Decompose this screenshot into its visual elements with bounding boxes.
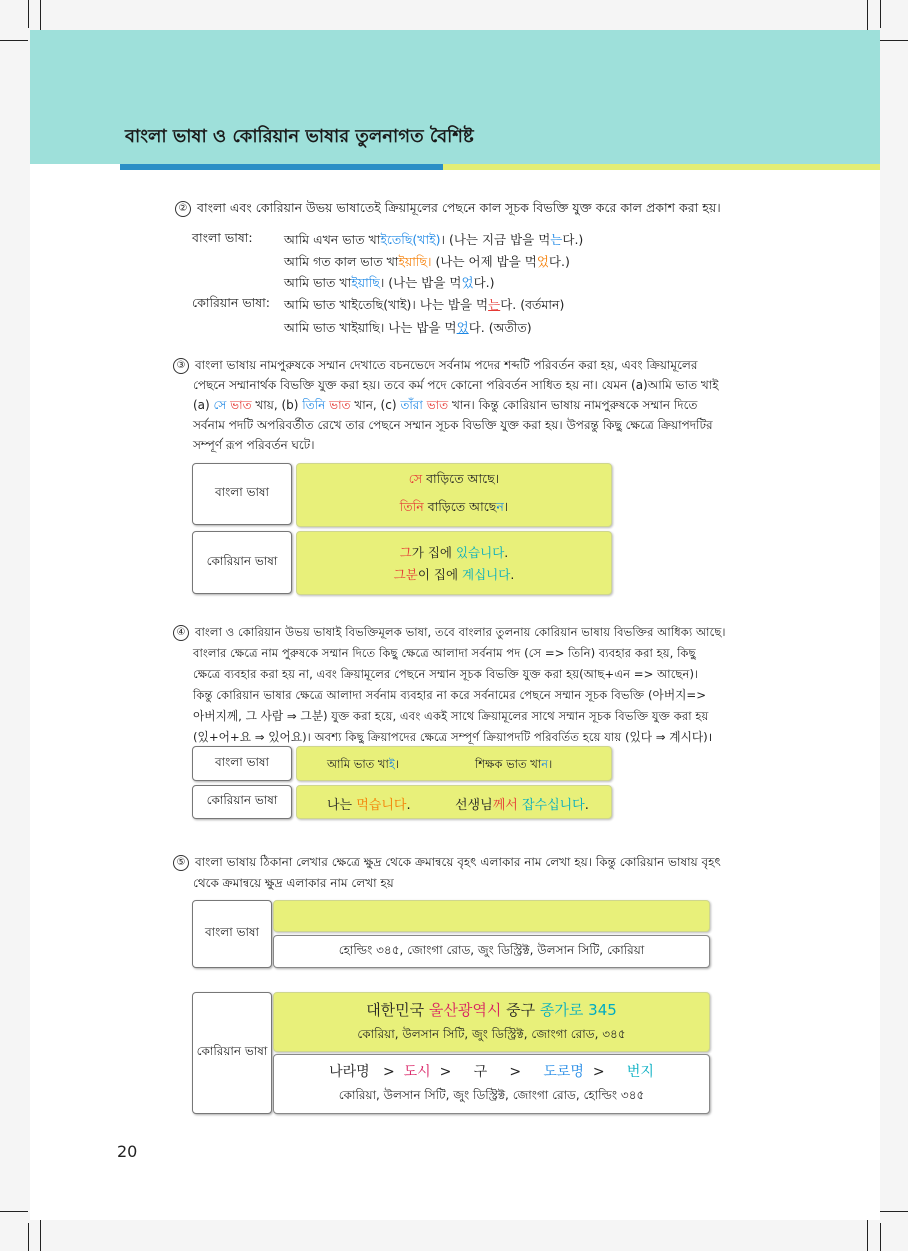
crop-mark [880,40,908,41]
t: । [548,757,553,771]
korean-example-box [296,531,612,595]
suffix: ইতেছি(খাই) [380,232,441,247]
bangla-address-box [273,935,710,968]
bangla-address: হোল্ডিং ৩৪৫, জোংগা রোড, জুং ডিস্ট্রিক্ট, উলসান সিটি, কোরিয়া [338,942,645,957]
section-3-text [173,355,719,455]
example-line [284,273,495,295]
text: আমি ভাত খাইতেছি(খাই)। 나는 밥을 먹 [284,297,489,312]
text: 다. (বর্তমান) [500,297,565,312]
label-box-bangla: বাংলা ভাষা [192,900,272,968]
example-line [327,756,399,775]
pronoun: তাঁরা [400,398,423,412]
number: 번지 [626,1064,654,1080]
text-line: বাংলা ভাষায় নামপুরুষকে সম্মান দেখাতে বচনভেদে সর্বনাম পদের শব্দটি পরিবর্তন করা হয়, এবং ক্রিয়ামূলের [195,358,698,372]
page-title: বাংলা ভাষা ও কোরিয়ান ভাষার তুলনাগত বৈশিষ্ট [125,126,474,147]
label-box-korean: কোরিয়ান ভাষা [192,531,292,594]
suffix: ইয়াছি [351,275,380,290]
t: . [406,798,411,813]
bangla-example-box [296,746,612,781]
crop-mark [880,1223,881,1251]
verb: 있습니다 [455,545,505,560]
city: 도시 [403,1064,431,1080]
bangla-label: বাংলা ভাষা: [192,230,253,245]
text: । (나는 밥을 먹 [379,275,462,290]
t: (a) [193,398,214,412]
suffix: 었 [461,275,474,290]
crop-mark [0,40,28,41]
page-number: 20 [117,1142,138,1161]
object: ভাত [329,398,351,412]
section-number: ④ [173,625,189,641]
text: 다.) [473,275,495,290]
road: 도로명 [543,1064,584,1080]
text: 다.) [562,232,584,247]
t: । [394,757,399,771]
section-4-text [173,622,726,748]
verb: 잡수십니다 [521,798,585,813]
t: খান, (c) [350,398,401,412]
example-line [284,230,583,252]
suffix: ই [388,757,395,771]
text: 다. (অতীত) [468,320,532,335]
text-line: সর্বনাম পদটি অপরিবর্তীত রেখে তার পেছনে সম্মান সূচক বিভক্তি যুক্ত করা হয়। উপরন্তু কিছু ক্ষেত্রে ক্রিয়াপদটির [193,418,713,432]
t: 선생님 [455,798,493,813]
korean-address [366,999,617,1020]
korean-address-translation: কোরিয়া, উলসান সিটি, জুং ডিস্ট্রিক্ট, জোংগা রোড, ৩৪৫ [357,1026,626,1041]
suffix: 는 [550,232,563,247]
crop-mark [28,1223,29,1251]
suffix: 었 [536,254,549,269]
district: 구 [473,1064,488,1080]
crop-mark [28,0,29,28]
suffix: ন [496,499,504,514]
text-line: 아버지께, 그 사람 ⇒ 그분) যুক্ত করা হয়ে, এবং একই সাথে ক্রিয়ামূলের সাথে সম্মান সূচক বিভক্তি যুক্ত করা হয় [193,709,709,723]
t: 이 집에 [417,567,463,582]
pronoun: 그 [399,545,412,560]
section-number: ② [175,201,191,217]
section-5-text [173,852,721,894]
text-line: বাংলা ভাষায় ঠিকানা লেখার ক্ষেত্রে ক্ষুদ্র থেকে ক্রমান্বয়ে বৃহৎ এলাকার নাম লেখা হয়। কিন্তু কোরিয়ান ভাষায় বৃহৎ [195,855,721,869]
text: আমি ভাত খা [284,275,352,290]
label-box-bangla: বাংলা ভাষা [192,463,292,525]
road: 종가로 [539,1000,584,1019]
example-line [475,756,552,775]
t: . [584,798,589,813]
text-line: বাংলার ক্ষেত্রে নাম পুরুষকে সম্মান দিতে কিছু ক্ষেত্রে আলাদা সর্বনাম পদ (সে => তিনি) ব্যবহার করা হয়, কিছু [193,646,696,660]
object: ভাত [230,398,252,412]
text-line: বাংলা ও কোরিয়ান উভয় ভাষাই বিভক্তিমূলক ভাষা, তবে বাংলার তুলনায় কোরিয়ান ভাষায় বিভক্তির আধিক্য আছে। [195,625,726,639]
pronoun: সে [408,471,423,486]
city: 울산광역시 [428,1000,502,1019]
address-order [329,1061,654,1081]
section-2-text: বাংলা এবং কোরিয়ান উভয় ভাষাতেই ক্রিয়ামূলের পেছনে কাল সূচক বিভক্তি যুক্ত করে কাল প্রকাশ করা হয়। [197,200,721,215]
t: 대한민국 [366,1000,429,1019]
text-line: পেছনে সম্মানার্থক বিভক্তি যুক্ত করা হয়। তবে কর্ম পদে কোনো পরিবর্তন সাধিত হয় না। যেমন (a)আমি ভাত খাই [193,378,719,392]
pronoun: সে [213,398,227,412]
verb: 계십니다 [462,567,511,582]
t: খান। কিন্তু কোরিয়ান ভাষায় নামপুরুষকে সম্মান দিতে [448,398,698,412]
crop-mark [0,1211,28,1212]
address-order-translation: কোরিয়া, উলসান সিটি, জুং ডিস্ট্রিক্ট, জোংগা রোড, হোল্ডিং ৩৪৫ [338,1088,645,1102]
text: আমি এখন ভাত খা [284,232,381,247]
korean-example-box [296,785,612,819]
text-line: ক্ষেত্রে ব্যবহার করা হয় না, এবং ক্রিয়ামূলের পেছনে সম্মান সূচক বিভক্তি যুক্ত করা হয়(আছ+এন => আছেন)। [193,667,699,681]
text: আমি গত কাল ভাত খা [284,254,399,269]
text-line: (있+어+요 ⇒ 있어요)। অবশ্য কিছু ক্রিয়াপদের ক্ষেত্রে সম্পূর্ণ ক্রিয়াপদটি পরিবর্তিত হয়ে যায় (있다 ⇒ 계시다)। [193,730,713,744]
number: 345 [583,1000,617,1019]
header-stripe-blue [120,164,443,170]
example-line [327,794,411,813]
label-box-korean: কোরিয়ান ভাষা [192,992,272,1114]
t: 가 집에 [411,545,456,560]
t: 나라명 [329,1064,370,1080]
example-line [284,252,570,274]
crop-mark [880,1211,908,1212]
honorific: 께서 [492,798,518,813]
example-line [400,543,509,561]
korean-label: কোরিয়ান ভাষা: [192,295,270,310]
header-stripe-lime [443,164,880,170]
t: > [430,1064,474,1080]
text: আমি ভাত খাইয়াছি। 나는 밥을 먹 [284,320,457,335]
section-number: ⑤ [173,855,189,871]
section-number: ③ [173,358,189,374]
t: . [510,567,515,582]
section-2-intro [175,198,721,218]
t: > [583,1064,627,1080]
korean-address-order-box [273,1054,710,1114]
t: খায়, (b) [251,398,303,412]
text-line: কিন্তু কোরিয়ান ভাষার ক্ষেত্রে আলাদা সর্বনাম ব্যবহার না করে সর্বনামের পেছনে সম্মান সূচক বিভক্তি (아버지=> [193,688,707,702]
pronoun: তিনি [302,398,326,412]
label-box-korean: কোরিয়ান ভাষা [192,785,292,819]
t: > [487,1064,544,1080]
t: বাড়িতে আছে [423,499,497,514]
t: . [504,545,509,560]
t: আমি ভাত খা [327,757,389,771]
example-line [400,499,509,519]
text: । (나는 지금 밥을 먹 [440,232,551,247]
text: 다.) [548,254,570,269]
t: > [369,1064,404,1080]
t: 중구 [501,1000,540,1019]
pronoun: 그분 [393,567,418,582]
t: 나는 [327,798,357,813]
t: শিক্ষক ভাত খা [475,757,542,771]
suffix: 는 [488,297,501,312]
suffix: ইয়াছি। [398,254,432,269]
object: ভাত [426,398,449,412]
address-highlight-box [273,900,710,932]
verb: 먹습니다 [356,798,407,813]
example-line [455,794,589,813]
crop-mark [880,0,881,28]
text-line [173,395,719,415]
text-line: থেকে ক্রমান্বয়ে ক্ষুদ্র এলাকার নাম লেখা হয় [193,876,394,890]
suffix: 었 [456,320,469,335]
example-line [394,565,515,583]
label-box-bangla: বাংলা ভাষা [192,746,292,781]
t: । [503,499,509,514]
bangla-example-box [296,463,612,527]
korean-address-box [273,992,710,1052]
suffix: ন [541,757,549,771]
example-line [409,471,499,491]
example-line [284,295,564,317]
pronoun: তিনি [399,499,424,514]
text: (나는 어제 밥을 먹 [431,254,537,269]
t: বাড়িতে আছে। [422,471,500,486]
text-line: সম্পূর্ণ রূপ পরিবর্তন ঘটে। [193,438,315,452]
example-line [284,318,532,340]
